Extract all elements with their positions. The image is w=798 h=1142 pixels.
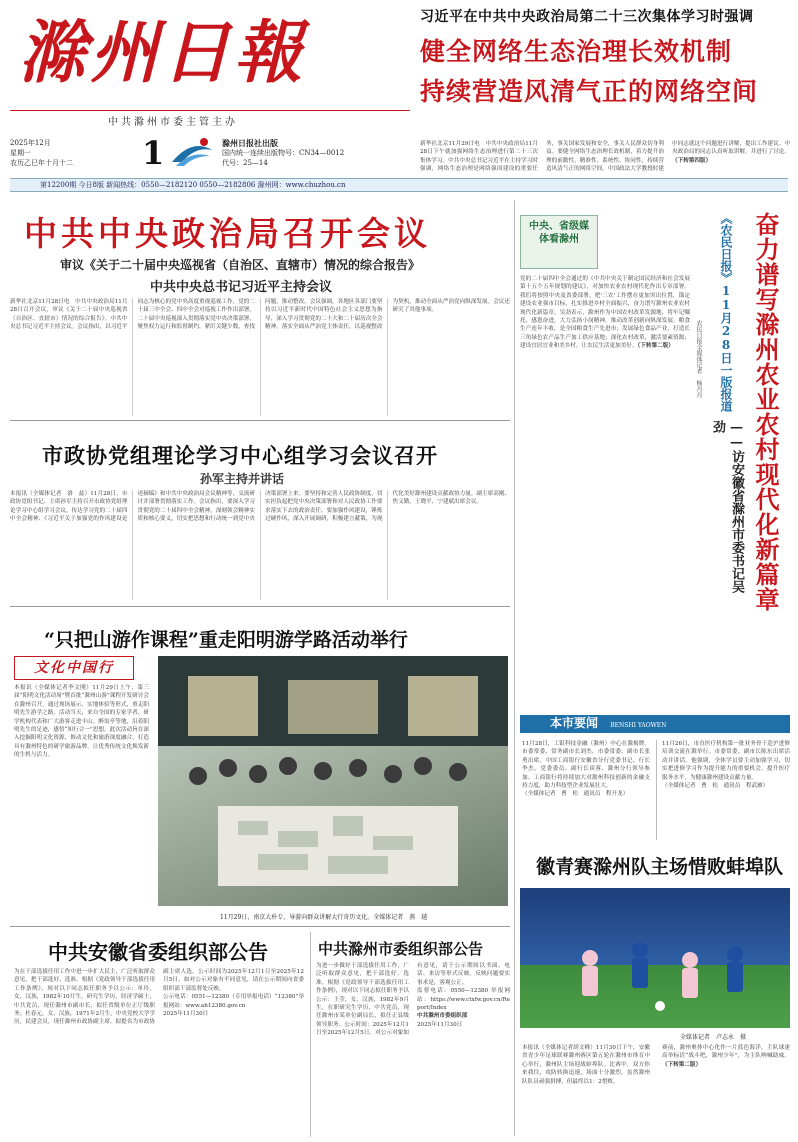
media-logo-badge: 中央、省级媒体看滁州	[520, 215, 598, 269]
date-weekday: 星期一	[10, 149, 31, 157]
column-logo: 文化中国行	[14, 656, 134, 680]
main-headline-sub1: 审议《关于二十届中央巡视省（自治区、直辖市）情况的综合报告》	[60, 258, 421, 272]
section-rule-2	[10, 606, 510, 607]
brief-right: 11月26日，市直医疗机构第一批业务骨干赴沪进修培训交流在滁举行。市委常委、副市长陈东出席活动并讲话。他强调，全体学员要主动加强学习，切实把进修学习作为提升能力的重要机会，提升医疗服务水平，为健康滁州建设贡献力量。 （全媒体记者 曹 松 通讯员 程武雁）	[662, 741, 790, 790]
publisher-name: 滁州日报社出版	[222, 138, 278, 148]
notice2-title: 中共滁州市委组织部公告	[318, 940, 484, 958]
brief-left: 11月28日，工银科技金融（滁州）中心在滁揭牌。市委常委、常务副市长刘杰，市委常委、副市长张勇出席。中国工商银行安徽省分行党委书记、行长李杰，党委委员、副行长谈蓉、滁州分行领导参加。工商银行将持续加大对滁州科技创新的金融支持力度，助力科技型企业发展壮大。 （全媒体记者 曹 松 通讯员 程开龙）	[522, 741, 650, 798]
date-block	[10, 138, 73, 168]
publisher-cn: 国内统一连续出版物号：CN34—0012	[222, 149, 345, 157]
cppcc-title: 市政协党组理论学习中心组学习会议召开	[42, 443, 438, 468]
tour-title: “只把山游作课程”重走阳明游学路活动举行	[44, 629, 408, 651]
info-bar: 第12200期 今日8版 新闻热线：0550—2182120 0550—2182806 滁州网：www.chuzhou.cn	[10, 178, 788, 192]
main-headline-body: 新华社北京11月28日电 中共中央政治局11月28日召开会议，审议《关于二十届中央巡视省（自治区、直辖市）情况的综合报告》。中共中央总书记习近平主持会议。会议指出，以习近平同志为核心的党中央高度重视巡视工作，党的二十届三中全会、四中全会对巡视工作作出部署。二十届中央巡视深入贯彻落实党中央决策部署，聚焦权力运行和监督制约，紧盯关键少数，查找问题，推动整改。会议强调，各地区各部门要坚持以习近平新时代中国特色社会主义思想为指导，深入学习贯彻党的二十大和二十届历次全会精神，落实全面从严治党主体责任，以巡视整改为契机，推动全面从严治党向纵深发展。会议还研究了其他事项。	[10, 299, 510, 331]
notice1-title: 中共安徽省委组织部公告	[48, 940, 268, 964]
masthead-sponsor: 中共滁州市委主管主办	[108, 117, 238, 128]
sports-photo	[520, 888, 790, 1028]
top-story-title-2: 持续营造风清气正的网络空间	[420, 77, 759, 106]
side-feature-body-top	[600, 210, 692, 272]
sports-title: 徽青赛滁州队主场惜败蚌埠队	[536, 856, 784, 878]
publisher-info	[222, 138, 344, 168]
date-lunar: 农历乙巳年十月十二	[10, 159, 73, 167]
publisher-code: 代号：25—14	[222, 159, 268, 167]
main-headline-title: 中共中央政治局召开会议	[24, 214, 431, 253]
side-feature-title: 奋力谱写滁州农业农村现代化新篇章	[751, 212, 780, 612]
masthead-rule	[10, 110, 410, 111]
cppcc-body: 本报讯（全媒体记者 洛 兹）11月28日，市政协党组书记、主席孙军主持召开市政协党组理论学习中心组学习会议，传达学习党的二十届四中全会精神、《习近平关于加强党的作风建设论述摘编》和中共中央政治局会议精神等，交流研讨并部署贯彻落实工作。会议指出，要深入学习贯彻党的二十届四中全会精神，深刻领会精神实质和核心要义，切实把思想和行动统一到党中央决策部署上来。要坚持和完善人民政协制度，切实担负起把党中央决策部署和对人民政协工作要求落实下去的政治责任。要加强作风建设，锤炼过硬作风，深入开展调研，积极建言献策，为现代化美好滁州建设贡献政协力量。副主席高刚、焦义勤、王晓平、宁建斌出席会议。	[10, 491, 510, 523]
notice2-body: 为进一步做好干部选拔任用工作，广泛听取群众意见，把干部选好、选准，根据《党政领导干部选拔任用工作条例》，现对以下同志拟任职务予以公示：王莹，女，汉族，1982年9月生，在职研究生学历，中共党员，现任滁州市某单位副局长，拟任正县级领导职务。公示时间：2025年12月1日至2025年12月5日。对公示对象如有意见，请于公示期间以书面、电话、来访等形式反映。反映问题要实事求是，客观公正。 监督电话：0550—12380 举报网站：https://www.ctxfw.gov.cn/Report/Index 中共滁州市委组织部 2025年11月30日	[316, 963, 510, 1037]
cppcc-subtitle: 孙军主持并讲话	[200, 472, 285, 486]
briefs-header	[520, 715, 790, 733]
top-story-kicker: 习近平在中共中央政治局第二十三次集体学习时强调	[420, 9, 754, 25]
issue-number: 1	[142, 134, 165, 172]
side-feature-ribbon: 《农民日报》11月28日一版报道	[719, 212, 733, 412]
side-feature-body: 党的二十届四中全会通过的《中共中央关于制定国民经济和社会发展第十五个五年规划的建议》，对加快农业农村现代化作出专章部署。我们将按照中央及省委部署，把'三农'工作摆在更加突出位置，锚定建设农业强市目标，扎实推进乡村全面振兴，奋力谱写滁州农业农村现代化新篇章。吴劲表示，滁州作为中国农村改革发源地，将牢记嘱托、感恩奋进，大力弘扬小岗精神，推动改革创新向纵深发展。粮食生产连年丰收，是全国粮食生产先进市；发展绿色食品产业，打造长三角绿色农产品生产加工供应基地；深化农村改革，激活要素资源；建设宜居宜业和美乡村，让农民生活更加美好。（下转第二版）	[520, 276, 690, 350]
top-story-body: 新华社北京11月29日电 中共中央政治局11月28日下午就加强网络生态治理进行第二十三次集体学习。中共中央总书记习近平在主持学习时强调，网络生态治理是网络强国建设的重要任务，事关国家发展和安全，事关人民群众切身利益。要健全网络生态治理长效机制，着力提升治理的前瞻性、精准性、系统性、协同性，持续营造风清气正的网络空间。中国政法大学教授时建中同志就这个问题进行讲解，提出工作建议。中央政治局的同志认真听取讲解，并进行了讨论。（下转第四版）	[420, 141, 790, 173]
tour-photo	[158, 656, 508, 906]
brief-divider	[656, 740, 657, 840]
tour-body: 本报讯（全媒体记者李文刚）11月29日上午，第三届“阳明文化活动周”暨首批“滁州山游”课程开发研讨会在滁州召开，通过现场展示、实地体验等形式，重走阳明先生游学之路。活动当天，来自全国的专家学者、研学机构代表和广大游客走进丰山、醉翁亭等地，沿着阳明先生的足迹，感悟“知行合一”思想。此次活动旨在深入挖掘阳明文化资源，推动文化和旅游深度融合，打造具有滁州特色的研学旅游品牌，让优秀传统文化焕发新的生机与活力。	[14, 685, 149, 759]
page-column-divider	[514, 200, 515, 1136]
section-rule	[10, 420, 510, 421]
sports-body-2: 赛前，滁州奥体中心化作一片蓝色海洋，主队球迷高举标语“战斗吧，滁州少年”，为主队呐喊助威。（下转第二版）	[662, 1045, 790, 1068]
main-headline-sub2: 中共中央总书记习近平主持会议	[150, 280, 333, 295]
masthead-logo: 滁州日報	[18, 13, 307, 93]
briefs-title-en: BENSHI YAOWEN	[610, 722, 667, 729]
date-year: 2025年12月	[10, 139, 51, 147]
top-story-title-1: 健全网络生态治理长效机制	[420, 37, 733, 66]
notices-divider	[310, 932, 311, 1137]
sports-caption: 全媒体记者 卢志永 摄	[680, 1034, 747, 1041]
briefs-title: 本市要闻	[550, 716, 599, 730]
side-feature-subtitle: ——访安徽省滁州市委书记吴劲	[710, 420, 744, 593]
publisher-logo	[168, 132, 216, 172]
side-feature-byline: 农民日报全媒体记者 杨丹丹	[695, 320, 702, 398]
notice1-body: 为在干部选拔任用工作中进一步扩大民主，广泛听取群众意见，把干部选好、选准，根据《党政领导干部选拔任用工作条例》，现对以下同志拟任职务予以公示：单玲，女，汉族，1982年10月生，研究生学历，经济学硕士，中共党员，现任滁州市副市长，拟任省级单位正厅级职务；杜春元，女，汉族，1971年2月生，中央党校大学学历，民建会员，现任滁州市政协副主席，拟提名为市政协副主席人选。公示时间为2025年12月1日至2025年12月5日。如对公示对象有不同意见，请在公示期间向省委组织部干部监督处反映。 公示电话：0551—12380（专用举报电话）“12380”举报网站：www.ah12380.gov.cn 2025年11月30日	[14, 969, 304, 1026]
sports-body: 本报讯（全媒体记者胡文峰）11月30日下午，安徽省青少年足球联赛滁州赛区第五轮在滁州市体育中心举行，滁州队主场迎战蚌埠队。比赛中，双方你来我往，攻防转换迅速，场面十分激烈。虽然滁州队队员顽强拼搏，但最终以1：2惜败。	[522, 1045, 650, 1085]
notices-rule	[10, 926, 510, 927]
top-story	[420, 6, 790, 108]
tour-caption: 11月29日，南京大朴专、导游向群众讲解大行奇历文化。全媒体记者 燕 越	[220, 914, 428, 921]
